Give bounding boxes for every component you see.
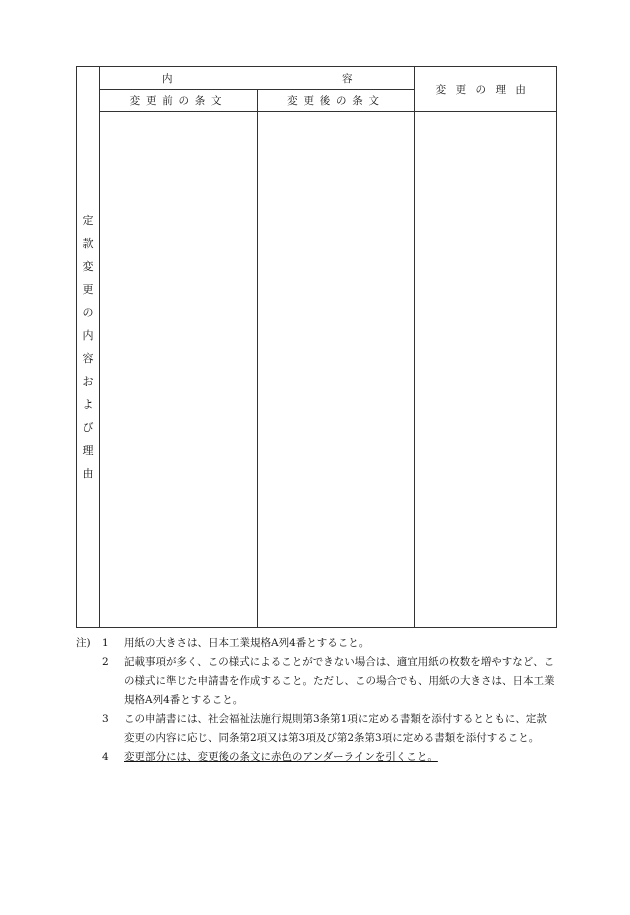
note-number: 3 [102, 713, 109, 725]
side-label-char: 変 [82, 260, 94, 273]
side-label-char: び [82, 421, 94, 434]
side-label-char: 定 [82, 214, 94, 227]
notes-prefix: 注) [76, 637, 91, 649]
side-label-char: よ [82, 398, 94, 411]
side-label-char: 容 [82, 352, 94, 365]
note-text: 記載事項が多く、この様式によることができない場合は、適宜用紙の枚数を増やすなど、この様式に準じた申請書を作成すること。ただし、この場合でも、用紙の大きさは、日本工業規格A列4番とすること。 [124, 656, 555, 706]
before-article-header: 変更前の条文 [100, 90, 258, 112]
after-article-header: 変更後の条文 [258, 90, 415, 112]
side-label-cell [77, 67, 100, 628]
reason-field[interactable] [415, 112, 557, 628]
side-label-char: 更 [82, 283, 94, 296]
note-item [76, 634, 556, 653]
side-label-char: お [82, 375, 94, 388]
amendment-form-table [76, 66, 557, 628]
content-header-right: 容 [342, 73, 353, 85]
note-number: 1 [102, 637, 109, 649]
side-label-char: 由 [82, 467, 94, 480]
note-text: 用紙の大きさは、日本工業規格A列4番とすること。 [124, 637, 370, 649]
reason-header: 変更の理由 [415, 67, 557, 112]
before-article-field[interactable] [100, 112, 258, 628]
side-label-char: 理 [82, 444, 94, 457]
note-text: この申請書には、社会福祉法施行規則第3条第1項に定める書類を添付するとともに、定款変更の内容に応じ、同条第2項又は第3項及び第2条第3項に定める書類を添付すること。 [124, 713, 547, 744]
side-label-char: の [82, 306, 94, 319]
note-item [76, 653, 556, 710]
note-text: 変更部分には、変更後の条文に赤色のアンダーラインを引くこと。 [124, 751, 438, 763]
note-item [76, 748, 556, 767]
side-label-char: 内 [82, 329, 94, 342]
after-article-field[interactable] [258, 112, 415, 628]
note-number: 4 [102, 751, 109, 763]
content-header-left: 内 [162, 73, 173, 85]
note-number: 2 [102, 656, 109, 668]
side-label-char: 款 [82, 237, 94, 250]
note-item [76, 710, 556, 748]
notes-section [76, 634, 556, 767]
side-label [77, 209, 99, 485]
content-header [100, 67, 415, 90]
